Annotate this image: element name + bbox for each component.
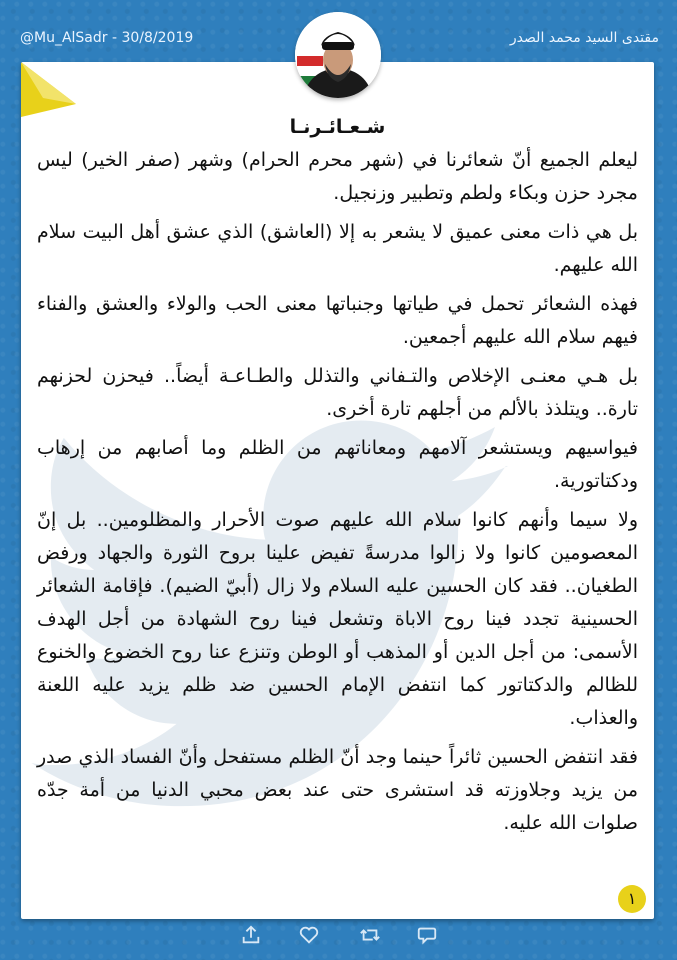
user-handle-date[interactable]: @Mu_AlSadr - 30/8/2019 [20,30,194,46]
paragraph: فيواسيهم ويستشعر آلامهم ومعاناتهم من الظلم وما أصابهم من إرهاب ودكتاتورية. [37,437,638,492]
document-body [37,116,638,846]
paragraph: فهذه الشعائر تحمل في طياتها وجنباتها معنى الحب والولاء والعشق والفناء فيهم سلام الله عليهم أجمعين. [37,293,638,348]
paragraph: ولا سيما وأنهم كانوا سلام الله عليهم صوت الأحرار والمظلومين.. بل إنّ المعصومين كانوا ولا زالوا مدرسةً تفيض علينا بروح الثورة والجهاد ورفض الطغيان.. فقد كان الحسين عليه السلام ولا زال (أبيّ الضيم). فإقامة الشعائر الحسينية تجدد فينا روح الاباة وتشعل فينا روح الشهادة من أجل الهدف الأسمى: من أجل الدين أو المذهب أو الوطن وتنزع عنا روح الخضوع والخنوع للظالم والدكتاتور كما انتفض الإمام الحسين ضد ظلم يزيد عليه اللعنة والعذاب. [37,509,638,729]
paragraph: فقد انتفض الحسين ثائراً حينما وجد أنّ الظلم مستفحل وأنّ الفساد الذي صدر من يزيد وجلاوزته قد استشرى حتى عند بعض محبي الدنيا من أمة جدّه صلوات الله عليه. [37,746,638,834]
avatar[interactable] [295,12,381,98]
paragraph: بل هي ذات معنى عميق لا يشعر به إلا (العاشق) الذي عشق أهل البيت سلام الله عليهم. [37,221,638,276]
author-name[interactable]: مقتدى السيد محمد الصدر [509,30,659,46]
portrait-image [295,12,381,98]
tweet-actions [0,924,677,952]
document-card [21,62,654,919]
document-title: شـعـائـرنـا [289,116,386,138]
corner-fold [21,62,91,117]
paragraph: ليعلم الجميع أنّ شعائرنا في (شهر محرم الحرام) وشهر (صفر الخير) ليس مجرد حزن وبكاء ولطم وتطبير وزنجيل. [37,149,638,204]
share-icon[interactable] [240,924,264,948]
heart-icon[interactable] [298,924,322,948]
retweet-icon[interactable] [358,924,382,948]
page-number-badge: ١ [618,885,646,913]
reply-icon[interactable] [416,924,440,948]
paragraph: بل هـي معنـى الإخلاص والتـفاني والتذلل والطـاعـة أيضاً.. فيحزن لحزنهم تارة.. ويتلذذ بالألم من أجلهم تارة أخرى. [37,365,638,420]
